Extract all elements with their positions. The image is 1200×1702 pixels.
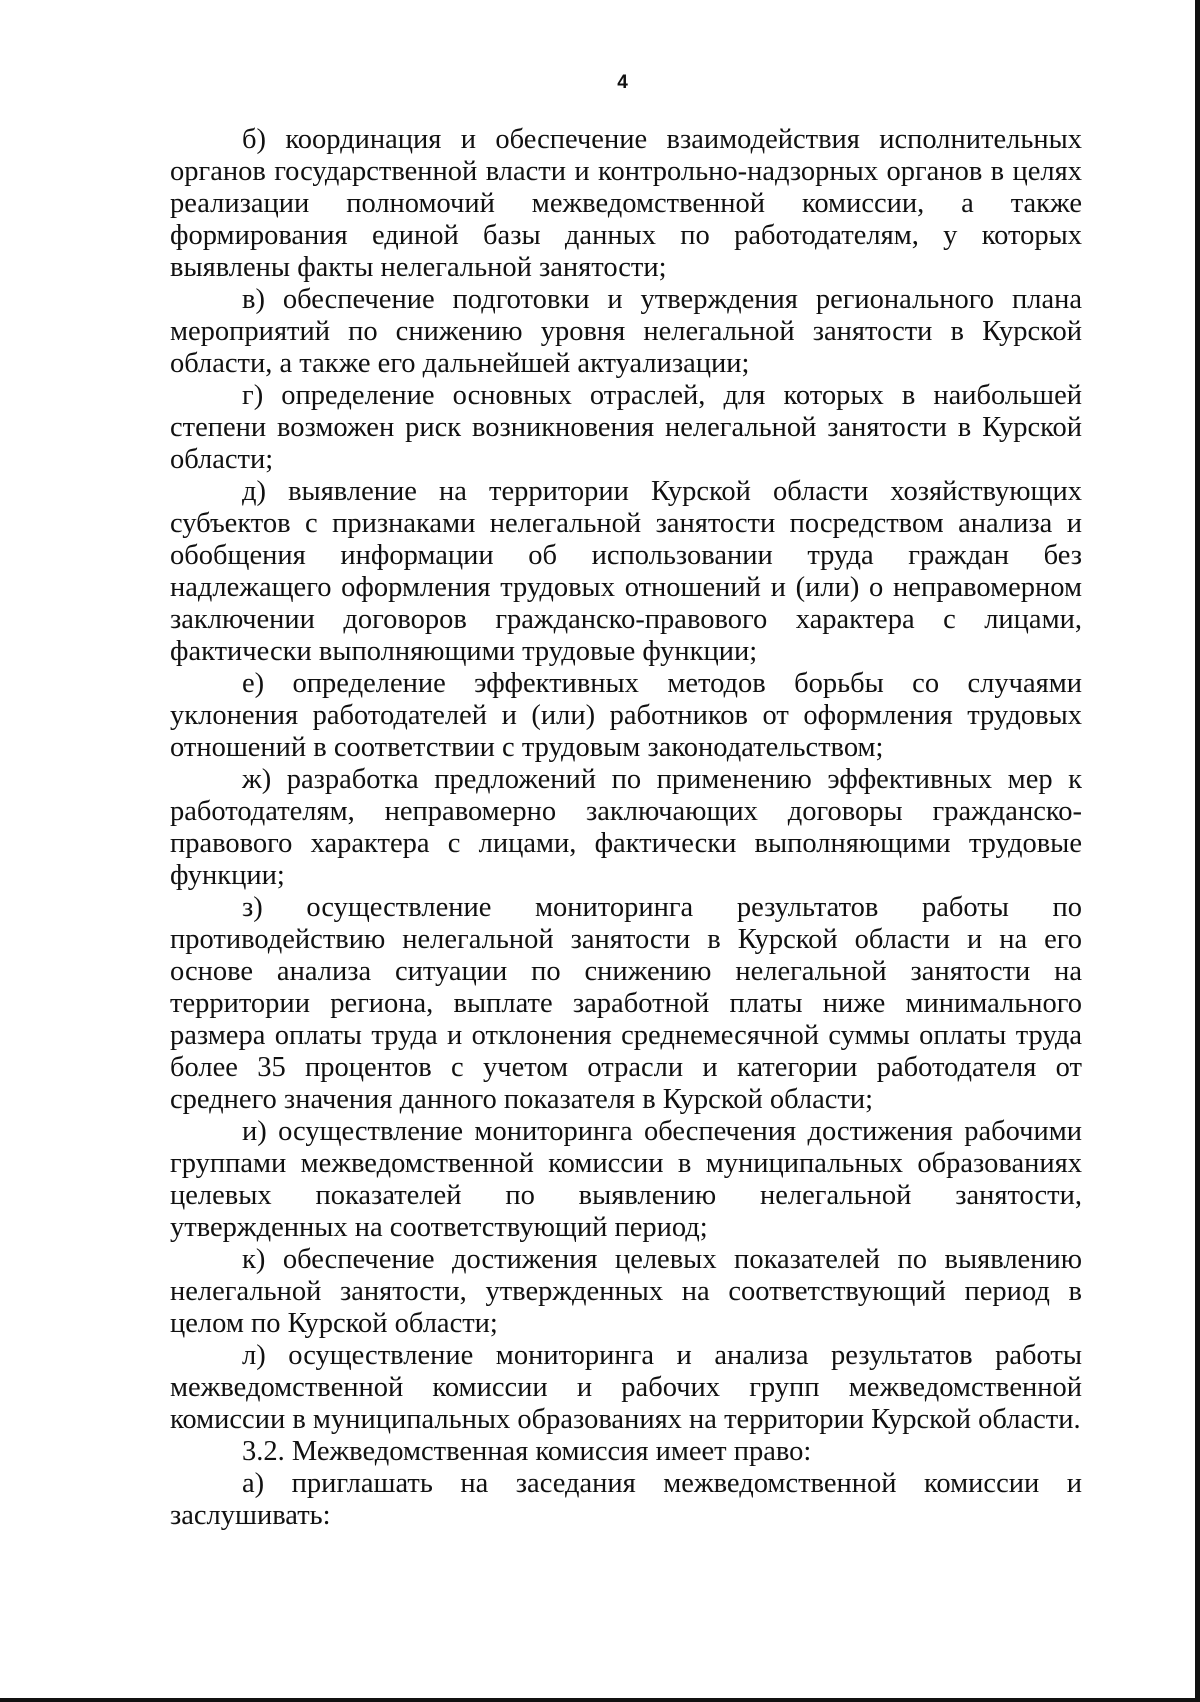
paragraph-a: а) приглашать на заседания межведомственной комиссии и заслушивать: xyxy=(170,1468,1082,1531)
document-body xyxy=(170,124,1082,1532)
paragraph-e: е) определение эффективных методов борьбы со случаями уклонения работодателей и (или) работников от оформления трудовых отношений в соответствии с трудовым законодательством; xyxy=(170,668,1082,763)
paragraph-b: б) координация и обеспечение взаимодействия исполнительных органов государственной власти и контрольно-надзорных органов в целях реализации полномочий межведомственной комиссии, а также формирования единой базы данных по работодателям, у которых выявлены факты нелегальной занятости; xyxy=(170,124,1082,283)
scan-edge-right xyxy=(1195,0,1200,1702)
paragraph-g: г) определение основных отраслей, для которых в наибольшей степени возможен риск возникновения нелегальной занятости в Курской области; xyxy=(170,380,1082,475)
paragraph-l: л) осуществление мониторинга и анализа результатов работы межведомственной комиссии и рабочих групп межведомственной комиссии в муниципальных образованиях на территории Курской области. xyxy=(170,1340,1082,1435)
paragraph-v: в) обеспечение подготовки и утверждения регионального плана мероприятий по снижению уровня нелегальной занятости в Курской области, а также его дальнейшей актуализации; xyxy=(170,284,1082,379)
section-3-2-heading: 3.2. Межведомственная комиссия имеет право: xyxy=(242,1436,812,1467)
paragraph-zh: ж) разработка предложений по применению эффективных мер к работодателям, неправомерно заключающих договоры гражданско-правового характера с лицами, фактически выполняющими трудовые функции; xyxy=(170,764,1082,891)
scan-edge-bottom xyxy=(0,1698,1200,1702)
page-number: 4 xyxy=(617,72,628,93)
paragraph-z: з) осуществление мониторинга результатов работы по противодействию нелегальной занятости в Курской области и на его основе анализа ситуации по снижению нелегальной занятости на территории региона, выплате заработной платы ниже минимального размера оплаты труда и отклонения среднемесячной суммы оплаты труда более 35 процентов с учетом отрасли и категории работодателя от среднего значения данного показателя в Курской области; xyxy=(170,892,1082,1115)
paragraph-k: к) обеспечение достижения целевых показателей по выявлению нелегальной занятости, утвержденных на соответствующий период в целом по Курской области; xyxy=(170,1244,1082,1339)
paragraph-d: д) выявление на территории Курской области хозяйствующих субъектов с признаками нелегальной занятости посредством анализа и обобщения информации об использовании труда граждан без надлежащего оформления трудовых отношений и (или) о неправомерном заключении договоров гражданско-правового характера с лицами, фактически выполняющими трудовые функции; xyxy=(170,476,1082,667)
paragraph-i: и) осуществление мониторинга обеспечения достижения рабочими группами межведомственной комиссии в муниципальных образованиях целевых показателей по выявлению нелегальной занятости, утвержденных на соответствующий период; xyxy=(170,1116,1082,1243)
